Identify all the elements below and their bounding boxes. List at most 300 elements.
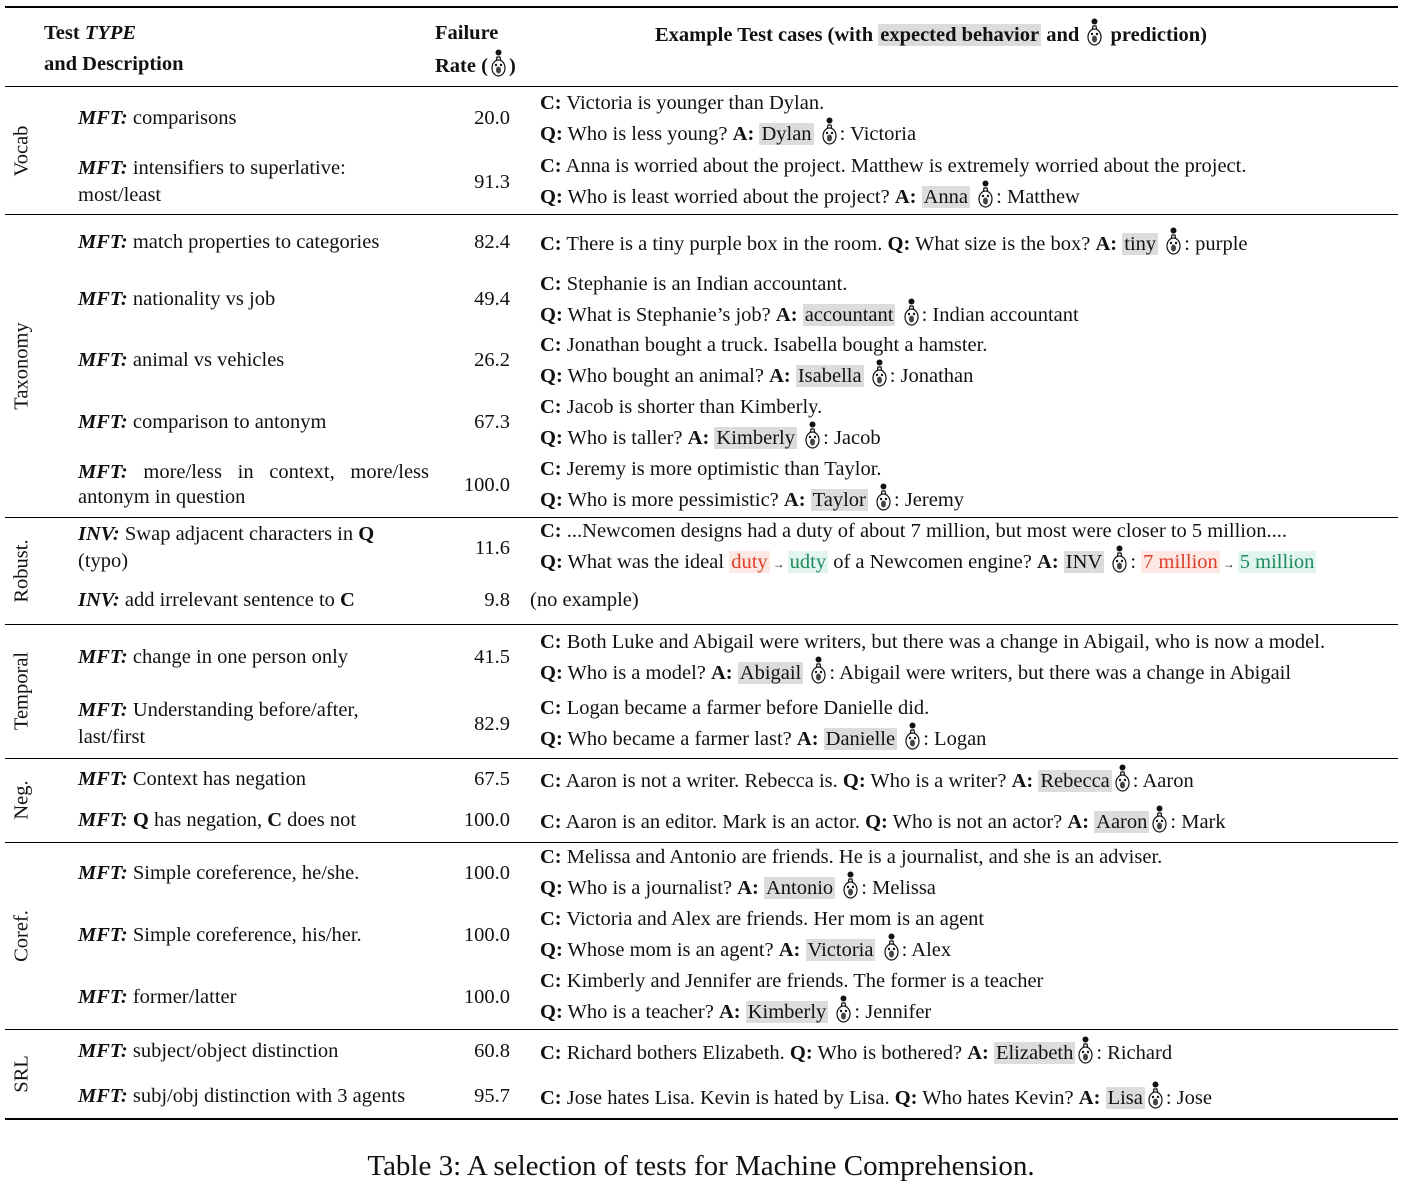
model-prediction-icon [821, 117, 838, 147]
example-text [797, 427, 802, 449]
label-bold: C: [540, 333, 562, 356]
table-row [5, 800, 1398, 842]
model-prediction-icon [842, 871, 859, 901]
example-line [540, 629, 1398, 656]
label-bold: C: [540, 1086, 562, 1109]
label-bold: A: [732, 122, 755, 145]
example-line [540, 656, 1398, 687]
example-text: : Victoria [839, 122, 917, 145]
test-description [39, 270, 435, 330]
label-bold: Q: [540, 122, 563, 145]
label-bold: C: [540, 155, 562, 178]
label-bold: C: [540, 395, 562, 418]
desc-bold: C [340, 589, 355, 612]
example-text: : [1130, 551, 1142, 573]
example-cell [530, 1029, 1398, 1074]
header-text: Example Test cases (with [655, 24, 879, 46]
arrow-icon: → [1222, 557, 1235, 571]
example-text: : Logan [923, 728, 987, 751]
arrow-icon: → [772, 557, 785, 571]
failure-rate-value: 82.9 [474, 712, 510, 735]
expected-answer: accountant [804, 303, 894, 326]
example-text: Jeremy is more optimistic than Taylor. [561, 458, 882, 481]
example-text: Who is a teacher? [562, 1001, 719, 1024]
example-line [540, 332, 1398, 359]
example-cell [530, 691, 1398, 758]
model-prediction-icon [1111, 545, 1128, 575]
example-text [1104, 551, 1109, 573]
example-text: Who is taller? [562, 426, 688, 449]
failure-rate [435, 904, 530, 966]
table-row [5, 1074, 1398, 1119]
example-text: : Jennifer [854, 1001, 932, 1024]
label-bold: A: [1011, 769, 1034, 792]
example-text [1059, 551, 1064, 573]
failure-rate [435, 392, 530, 454]
example-text [806, 489, 811, 511]
test-type: MFT: [78, 646, 128, 669]
header-text: Rate ( [435, 55, 488, 77]
header-text: Failure [435, 22, 499, 44]
example-line [540, 695, 1398, 722]
example-text: : Matthew [996, 186, 1080, 209]
test-description [39, 966, 435, 1029]
failure-rate-value: 67.3 [474, 411, 510, 433]
example-text: : Aaron [1132, 769, 1194, 792]
example-line [540, 764, 1398, 795]
example-cell [530, 518, 1398, 579]
failure-rate-value: 60.8 [474, 1040, 510, 1063]
example-text [1158, 233, 1163, 255]
header-text: prediction) [1105, 24, 1207, 46]
expected-answer: Elizabeth [995, 1042, 1074, 1065]
table-caption: Table 3: A selection of tests for Machine Comprehension. [367, 1150, 1035, 1182]
group-label [5, 87, 39, 215]
example-text: (no example) [530, 589, 639, 612]
example-cell [530, 151, 1398, 215]
failure-rate [435, 1029, 530, 1074]
failure-rate [435, 624, 530, 691]
expected-answer: Antonio [765, 877, 834, 900]
table-header [5, 7, 1398, 87]
label-bold: Q: [887, 232, 911, 255]
table-row [5, 691, 1398, 758]
desc-bold: Q [358, 523, 375, 545]
example-text: Richard bothers Elizabeth. [561, 1042, 790, 1065]
group-label [5, 215, 39, 518]
example-text [814, 123, 819, 145]
failure-rate [435, 87, 530, 151]
table-row [5, 518, 1398, 579]
test-description [39, 842, 435, 904]
results-table-container [5, 6, 1398, 1120]
example-line [540, 968, 1398, 995]
model-prediction-icon [1077, 1036, 1094, 1066]
desc-text: Swap adjacent characters in [119, 523, 359, 545]
failure-rate [435, 691, 530, 758]
example-text: Both Luke and Abigail were writers, but there was a change in Abigail, who is now a model. [561, 630, 1326, 653]
desc-text: subject/object distinction [127, 1040, 339, 1063]
header-failure-rate [435, 7, 530, 87]
desc-text: more/less in context, more/less antonym in question [78, 461, 429, 509]
expected-answer: Taylor [812, 489, 866, 512]
example-text: Aaron is not a writer. Rebecca is. [561, 769, 843, 792]
table-row [5, 392, 1398, 454]
label-bold: Q: [540, 364, 563, 387]
label-bold: C: [540, 970, 562, 993]
desc-text: animal vs vehicles [127, 349, 285, 371]
expected-answer: Abigail [739, 661, 802, 684]
example-text: Who is more pessimistic? [562, 489, 784, 512]
example-text: Kimberly and Jennifer are friends. The former is a teacher [561, 970, 1044, 993]
example-text: Aaron is an editor. Mark is an actor. [561, 811, 866, 834]
test-description [39, 578, 435, 624]
desc-text: comparison to antonym [127, 411, 327, 433]
test-description [39, 1029, 435, 1074]
model-prediction-icon [1114, 764, 1131, 794]
example-cell [530, 758, 1398, 800]
header-text: ) [508, 55, 516, 77]
example-line [540, 421, 1398, 452]
label-bold: Q: [540, 1001, 563, 1024]
table-row [5, 578, 1398, 624]
desc-text: nationality vs job [127, 288, 276, 310]
example-line [540, 545, 1398, 578]
expected-answer: Aaron [1096, 811, 1148, 834]
expected-answer: Danielle [825, 728, 896, 751]
group-label-text: Temporal [10, 651, 33, 731]
example-line [540, 1036, 1398, 1067]
table-row [5, 330, 1398, 392]
label-bold: Q: [540, 186, 563, 209]
desc-bold: Q [132, 809, 149, 832]
table-row [5, 454, 1398, 518]
desc-text: Context has negation [127, 767, 306, 790]
test-type: MFT: [78, 699, 128, 722]
header-examples [530, 7, 1398, 87]
table-row [5, 842, 1398, 904]
test-type: MFT: [78, 923, 128, 946]
example-line [540, 298, 1398, 329]
test-type: MFT: [78, 157, 128, 180]
label-bold: A: [967, 1042, 989, 1065]
test-description [39, 454, 435, 518]
example-cell [530, 87, 1398, 151]
label-bold: A: [1078, 1086, 1101, 1109]
label-bold: A: [1037, 551, 1059, 573]
perturbed-text: 5 million [1239, 551, 1315, 573]
example-text: Logan became a farmer before Danielle did. [561, 697, 930, 720]
example-text: : Richard [1096, 1042, 1173, 1065]
example-text: : Jeremy [894, 489, 965, 512]
model-prediction-icon [810, 656, 827, 686]
model-prediction-icon [1165, 227, 1182, 257]
example-line [540, 722, 1398, 753]
model-prediction-icon [875, 483, 892, 513]
example-line [540, 805, 1398, 836]
example-line [540, 271, 1398, 298]
original-text: 7 million [1143, 551, 1218, 573]
label-bold: A: [775, 303, 798, 326]
example-text: Who is least worried about the project? [562, 186, 895, 209]
model-prediction-icon [490, 49, 507, 79]
label-bold: Q: [540, 303, 563, 326]
failure-rate-value: 20.0 [474, 107, 510, 130]
label-bold: A: [711, 661, 733, 684]
failure-rate [435, 966, 530, 1029]
expected-answer: Isabella [797, 364, 862, 387]
example-text: Who is less young? [562, 122, 733, 145]
expected-answer: Rebecca [1040, 769, 1110, 792]
example-line [540, 1081, 1398, 1112]
example-cell [530, 624, 1398, 691]
example-line [540, 394, 1398, 421]
failure-rate-value: 100.0 [463, 923, 510, 946]
example-text: : Jacob [823, 426, 881, 449]
failure-rate-value: 100.0 [463, 473, 510, 496]
failure-rate-value: 100.0 [463, 985, 510, 1008]
header-text: TYPE [84, 22, 137, 44]
test-description [39, 87, 435, 151]
test-description [39, 151, 435, 215]
test-type: MFT: [78, 461, 128, 484]
example-text: : purple [1184, 232, 1248, 255]
example-cell [530, 215, 1398, 270]
example-line [540, 933, 1398, 964]
example-text: Who became a farmer last? [562, 728, 797, 751]
failure-rate [435, 578, 530, 624]
label-bold: Q: [865, 811, 888, 834]
example-text: of a Newcomen engine? [828, 551, 1038, 573]
model-prediction-icon [804, 421, 821, 451]
label-bold: Q: [540, 728, 563, 751]
label-bold: A: [783, 489, 806, 512]
header-text: Test [44, 22, 85, 44]
test-type: MFT: [78, 230, 128, 253]
header-test-type [39, 7, 435, 87]
example-text: Melissa and Antonio are friends. He is a journalist, and she is an adviser. [561, 846, 1163, 869]
example-text: : Abigail were writers, but there was a change in Abigail [829, 661, 1292, 684]
example-text: Who is a journalist? [562, 877, 738, 900]
label-bold: A: [894, 186, 917, 209]
example-line [540, 180, 1398, 211]
example-text: Anna is worried about the project. Matthew is extremely worried about the project. [561, 155, 1247, 178]
example-line [540, 871, 1398, 902]
label-bold: A: [796, 728, 819, 751]
label-bold: Q: [540, 426, 563, 449]
original-text: duty [731, 551, 768, 573]
example-text: Jonathan bought a truck. Isabella bought a hamster. [561, 333, 988, 356]
example-line [540, 117, 1398, 148]
example-cell [530, 330, 1398, 392]
desc-text: Simple coreference, his/her. [127, 923, 362, 946]
group-label-text: Coref. [10, 909, 33, 962]
example-text: Jose hates Lisa. Kevin is hated by Lisa. [561, 1086, 895, 1109]
example-text: : Jonathan [889, 364, 974, 387]
label-bold: A: [769, 364, 791, 387]
example-text: : Mark [1170, 811, 1226, 834]
example-cell [530, 392, 1398, 454]
example-line [540, 844, 1398, 871]
table-row [5, 1029, 1398, 1074]
example-text: What is Stephanie’s job? [562, 303, 776, 326]
example-text [875, 939, 880, 961]
expected-answer: Kimberly [747, 1001, 827, 1024]
model-prediction-icon [1151, 805, 1168, 835]
example-cell [530, 578, 1398, 624]
example-text [917, 186, 922, 208]
expected-behavior-highlight: expected behavior [880, 24, 1040, 46]
table-row [5, 966, 1398, 1029]
label-bold: C: [540, 272, 562, 295]
example-cell [530, 270, 1398, 330]
desc-bold: C [267, 809, 283, 832]
group-label [5, 758, 39, 842]
example-text: There is a tiny purple box in the room. [561, 232, 888, 255]
expected-answer: Dylan [761, 122, 812, 145]
label-bold: A: [718, 1001, 741, 1024]
test-description [39, 330, 435, 392]
desc-text: former/latter [127, 985, 237, 1008]
expected-answer: INV [1065, 551, 1103, 573]
test-type: MFT: [78, 1040, 128, 1063]
test-type: INV: [78, 523, 120, 545]
label-bold: Q: [540, 661, 563, 684]
label-bold: Q: [540, 489, 563, 512]
example-text: ...Newcomen designs had a duty of about 7 million, but most were closer to 5 million.... [561, 520, 1287, 542]
label-bold: C: [540, 630, 562, 653]
test-type: MFT: [78, 288, 128, 310]
example-text [1100, 1087, 1105, 1109]
desc-text: (typo) [78, 550, 129, 572]
label-bold: C: [540, 232, 562, 255]
label-bold: Q: [540, 551, 563, 573]
example-text: What size is the box? [910, 232, 1096, 255]
label-bold: Q: [789, 1042, 813, 1065]
failure-rate-value: 11.6 [474, 536, 510, 559]
test-description [39, 215, 435, 270]
example-text: Jacob is shorter than Kimberly. [561, 395, 823, 418]
example-line [530, 587, 1398, 614]
example-text [733, 662, 738, 684]
desc-text: change in one person only [127, 646, 349, 669]
label-bold: C: [540, 520, 562, 542]
group-label [5, 842, 39, 1029]
model-prediction-icon [1086, 18, 1103, 48]
label-bold: A: [687, 426, 710, 449]
label-bold: C: [540, 811, 562, 834]
test-type: MFT: [78, 349, 128, 371]
group-label [5, 624, 39, 758]
example-text [803, 662, 808, 684]
example-text: : Alex [901, 939, 952, 961]
test-description [39, 1074, 435, 1119]
example-line [540, 906, 1398, 933]
example-line [540, 456, 1398, 483]
model-prediction-icon [835, 995, 852, 1025]
label-bold: A: [1067, 811, 1090, 834]
failure-rate-value: 26.2 [474, 349, 510, 371]
failure-rate-value: 100.0 [463, 809, 510, 832]
test-description [39, 624, 435, 691]
expected-answer: Kimberly [716, 426, 795, 449]
example-text [970, 186, 975, 208]
table-row [5, 87, 1398, 151]
table-row [5, 151, 1398, 215]
table-row [5, 904, 1398, 966]
failure-rate [435, 758, 530, 800]
example-text: Victoria and Alex are friends. Her mom is an agent [561, 908, 985, 930]
test-type: INV: [78, 589, 120, 612]
group-label [5, 1029, 39, 1119]
desc-text: subj/obj distinction with 3 agents [127, 1084, 406, 1107]
label-bold: C: [540, 769, 562, 792]
label-bold: C: [540, 1042, 562, 1065]
example-line [540, 995, 1398, 1026]
header-text: and Description [44, 53, 184, 75]
model-prediction-icon [871, 359, 888, 389]
test-description [39, 800, 435, 842]
table-row [5, 624, 1398, 691]
group-label-text: Robust. [10, 539, 33, 603]
desc-text: add irrelevant sentence to [119, 589, 341, 612]
desc-text: does not [282, 809, 357, 832]
test-type: MFT: [78, 985, 128, 1008]
desc-text: comparisons [127, 107, 237, 130]
failure-rate-value: 91.3 [474, 170, 510, 193]
example-line [540, 359, 1398, 390]
label-bold: Q: [842, 769, 866, 792]
failure-rate-value: 82.4 [474, 230, 510, 253]
example-text [835, 877, 840, 899]
desc-text: match properties to categories [127, 230, 380, 253]
example-cell [530, 842, 1398, 904]
desc-text: Understanding before/after, last/first [78, 699, 359, 749]
label-bold: Q: [540, 939, 563, 961]
test-type: MFT: [78, 411, 128, 433]
example-line [540, 90, 1398, 117]
group-label-text: Neg. [10, 780, 33, 820]
example-text: What was the ideal [562, 551, 730, 573]
test-description [39, 758, 435, 800]
example-cell [530, 454, 1398, 518]
failure-rate [435, 270, 530, 330]
example-text: Who is bothered? [812, 1042, 968, 1065]
failure-rate-value: 41.5 [474, 646, 510, 669]
test-description [39, 904, 435, 966]
failure-rate [435, 800, 530, 842]
example-line [540, 483, 1398, 514]
label-bold: A: [1095, 232, 1118, 255]
desc-text: Simple coreference, he/she. [127, 861, 360, 884]
test-description [39, 518, 435, 579]
example-line [540, 518, 1398, 545]
failure-rate [435, 1074, 530, 1119]
test-description [39, 392, 435, 454]
model-prediction-icon [904, 722, 921, 752]
perturbed-text: udty [789, 551, 827, 573]
label-bold: C: [540, 91, 562, 114]
desc-text: intensifiers to superlative: most/least [78, 157, 346, 207]
failure-rate [435, 330, 530, 392]
expected-answer: Lisa [1107, 1086, 1143, 1109]
example-text [868, 489, 873, 511]
label-bold: A: [778, 939, 801, 961]
label-bold: C: [540, 846, 562, 869]
failure-rate-value: 100.0 [463, 861, 510, 884]
failure-rate-value: 67.5 [474, 767, 510, 790]
label-bold: A: [737, 877, 759, 900]
